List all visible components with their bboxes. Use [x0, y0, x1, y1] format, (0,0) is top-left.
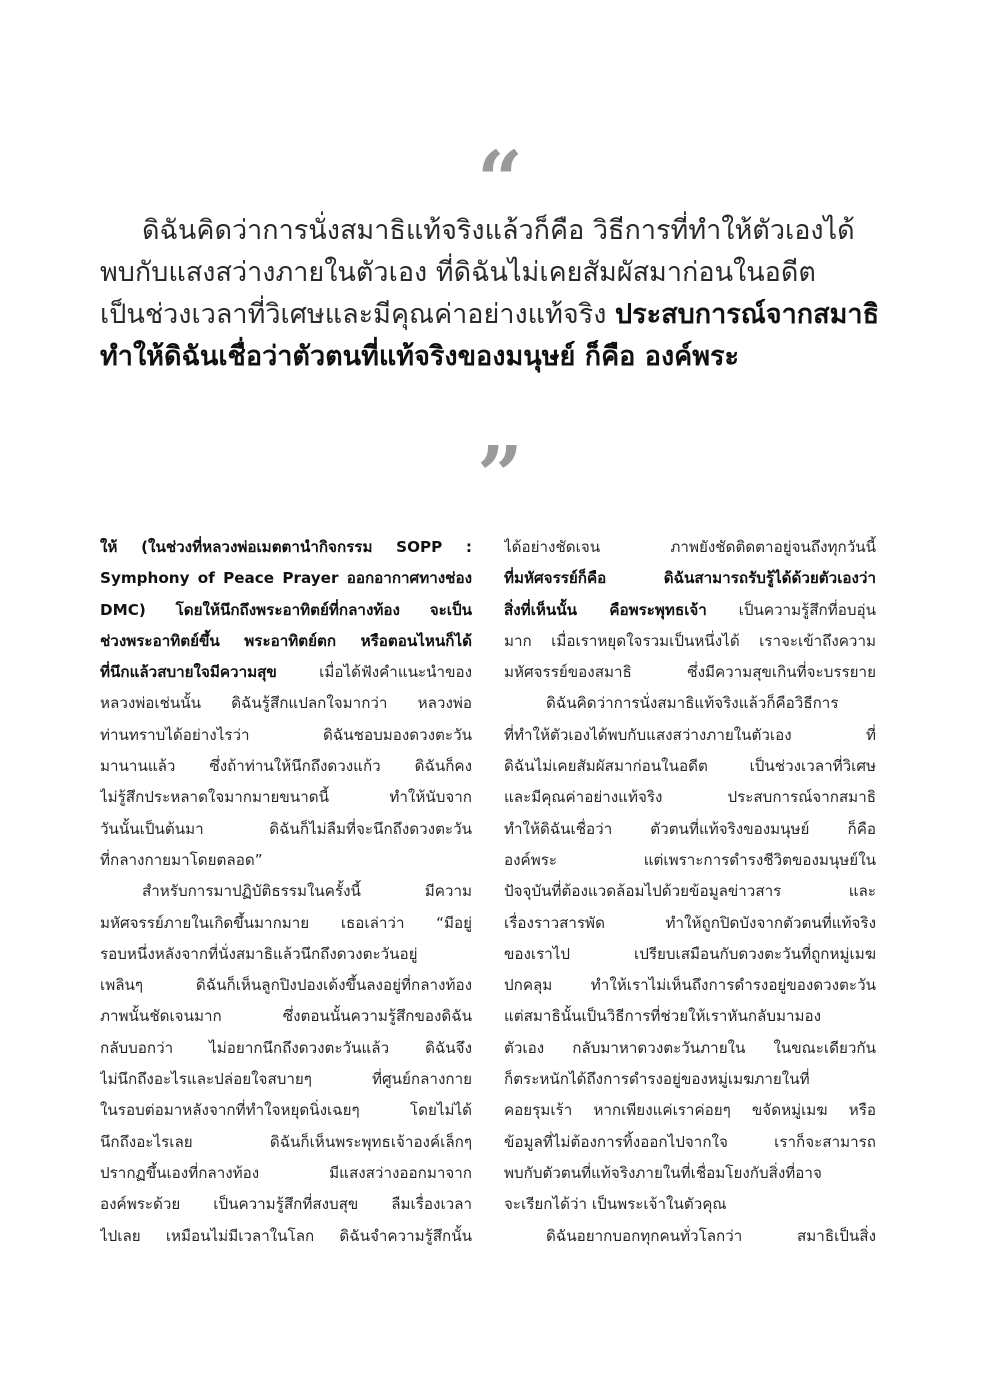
- pull-quote-line: ดิฉันคิดว่าการนั่งสมาธิแท้จริงแล้วก็คือ วิธีการที่ทำให้ตัวเองได้: [142, 215, 855, 246]
- body-line: องค์พระ แต่เพราะการดำรงชีวิตของมนุษย์ใน: [504, 850, 876, 869]
- pull-quote-text: เป็นช่วงเวลาที่วิเศษและมีคุณค่าอย่างแท้จริง: [100, 299, 607, 330]
- body-line: นึกถึงอะไรเลย ดิฉันก็เห็นพระพุทธเจ้าองค์เล็กๆ: [100, 1132, 472, 1151]
- body-line: ตัวเอง กลับมาหาดวงตะวันภายใน ในขณะเดียวกัน: [504, 1038, 876, 1057]
- body-line: มานานแล้ว ซึ่งถ้าท่านให้นึกถึงดวงแก้ว ดิฉันก็คง: [100, 757, 472, 776]
- body-line: มาก เมื่อเราหยุดใจรวมเป็นหนึ่งได้ เราจะเข้าถึงความ: [504, 631, 876, 650]
- body-line: ที่มหัศจรรย์ก็คือ ดิฉันสามารถรับรู้ได้ด้วยตัวเองว่า: [504, 569, 876, 588]
- body-line: มหัศจรรย์ของสมาธิ ซึ่งมีความสุขเกินที่จะบรรยาย: [504, 663, 876, 682]
- pull-quote-line: พบกับแสงสว่างภายในตัวเอง ที่ดิฉันไม่เคยสัมผัสมาก่อนในอดีต: [100, 257, 816, 288]
- open-quote-mark: “: [476, 133, 523, 227]
- body-line: รอบหนึ่งหลังจากที่นั่งสมาธิแล้วนึกถึงดวงตะวันอยู่: [100, 944, 418, 963]
- body-line: ท่านทราบได้อย่างไรว่า ดิฉันชอบมองดวงตะวัน: [100, 725, 472, 744]
- body-line: วันนั้นเป็นต้นมา ดิฉันก็ไม่ลืมที่จะนึกถึงดวงตะวัน: [100, 819, 472, 838]
- body-line: ปกคลุม ทำให้เราไม่เห็นถึงการดำรงอยู่ของดวงตะวัน: [504, 976, 876, 995]
- pull-quote-emphasis: ทำให้ดิฉันเชื่อว่าตัวตนที่แท้จริงของมนุษย์ ก็คือ องค์พระ: [100, 341, 740, 372]
- body-line: จะเรียกได้ว่า เป็นพระเจ้าในตัวคุณ: [504, 1195, 727, 1214]
- body-line: เรื่องราวสารพัด ทำให้ถูกปิดบังจากตัวตนที่แท้จริง: [504, 913, 876, 932]
- body-line: กลับบอกว่า ไม่อยากนึกถึงดวงตะวันแล้ว ดิฉันจึง: [100, 1038, 472, 1057]
- body-line: [100, 657, 472, 688]
- pull-quote-emphasis: ประสบการณ์จากสมาธิ: [614, 299, 880, 330]
- body-column-right: [504, 532, 876, 1252]
- body-line: ช่วงพระอาทิตย์ขึ้น พระอาทิตย์ตก หรือตอนไหนก็ได้: [100, 631, 472, 650]
- body-line: คอยรุมเร้า หากเพียงแค่เราค่อยๆ ขจัดหมู่เมฆ หรือ: [504, 1101, 876, 1120]
- body-line: เพลินๆ ดิฉันก็เห็นลูกปิงปองเด้งขึ้นลงอยู่ที่กลางท้อง: [100, 976, 472, 995]
- body-line: ที่กลางกายมาโดยตลอด”: [100, 850, 263, 869]
- body-line: DMC) โดยให้นึกถึงพระอาทิตย์ที่กลางท้อง จะเป็น: [100, 600, 472, 619]
- body-line: [504, 595, 876, 626]
- body-line: ปรากฏขึ้นเองที่กลางท้อง มีแสงสว่างออกมาจาก: [100, 1163, 472, 1182]
- body-line: ให้ (ในช่วงที่หลวงพ่อเมตตานำกิจกรรม SOPP :: [100, 538, 472, 556]
- body-line: ได้อย่างชัดเจน ภาพยังชัดติดตาอยู่จนถึงทุกวันนี้: [504, 538, 876, 556]
- body-line: ภาพนั้นชัดเจนมาก ซึ่งตอนนั้นความรู้สึกของดิฉัน: [100, 1007, 472, 1026]
- body-line: ปัจจุบันที่ต้องแวดล้อมไปด้วยข้อมูลข่าวสาร และ: [504, 882, 876, 901]
- body-line: ทำให้ดิฉันเชื่อว่า ตัวตนที่แท้จริงของมนุษย์ ก็คือ: [504, 819, 876, 838]
- body-line: องค์พระด้วย เป็นความรู้สึกที่สงบสุข ลืมเรื่องเวลา: [100, 1195, 472, 1214]
- body-line: ดิฉันไม่เคยสัมผัสมาก่อนในอดีต เป็นช่วงเวลาที่วิเศษ: [504, 757, 876, 776]
- body-emphasis: สิ่งที่เห็นนั้น คือพระพุทธเจ้า: [504, 600, 707, 619]
- body-line: พบกับตัวตนที่แท้จริงภายในที่เชื่อมโยงกับสิ่งที่อาจ: [504, 1163, 822, 1182]
- body-line: ไม่รู้สึกประหลาดใจมากมายขนาดนี้ ทำให้นับจาก: [100, 788, 472, 807]
- body-line: ดิฉันอยากบอกทุกคนทั่วโลกว่า สมาธิเป็นสิ่ง: [546, 1226, 876, 1245]
- body-text: เป็นความรู้สึกที่อบอุ่น: [706, 600, 876, 619]
- body-line: ดิฉันคิดว่าการนั่งสมาธิแท้จริงแล้วก็คือวิธีการ: [546, 694, 839, 713]
- body-line: ข้อมูลที่ไม่ต้องการทิ้งออกไปจากใจ เราก็จะสามารถ: [504, 1132, 876, 1151]
- body-emphasis: ที่นึกแล้วสบายใจมีความสุข: [100, 663, 277, 682]
- pull-quote: [100, 210, 880, 378]
- close-quote-mark: ”: [476, 428, 523, 522]
- body-line: ก็ตระหนักได้ถึงการดำรงอยู่ของหมู่เมฆภายในที่: [504, 1070, 810, 1089]
- body-column-left: [100, 532, 472, 1252]
- body-line: ที่ทำให้ตัวเองได้พบกับแสงสว่างภายในตัวเอง ที่: [504, 725, 876, 744]
- body-text: เมื่อได้ฟังคำแนะนำของ: [276, 663, 472, 682]
- body-line: มหัศจรรย์ภายในเกิดขึ้นมากมาย เธอเล่าว่า “มีอยู่: [100, 913, 472, 932]
- body-line: ของเราไป เปรียบเสมือนกับดวงตะวันที่ถูกหมู่เมฆ: [504, 944, 876, 963]
- body-line: แต่สมาธินั้นเป็นวิธีการที่ช่วยให้เราหันกลับมามอง: [504, 1007, 822, 1026]
- body-line: และมีคุณค่าอย่างแท้จริง ประสบการณ์จากสมาธิ: [504, 788, 876, 807]
- body-line: ไปเลย เหมือนไม่มีเวลาในโลก ดิฉันจำความรู้สึกนั้น: [100, 1226, 472, 1245]
- pull-quote-line: [100, 294, 880, 336]
- body-line: ในรอบต่อมาหลังจากที่ทำใจหยุดนิ่งเฉยๆ โดยไม่ได้: [100, 1101, 472, 1120]
- body-line: หลวงพ่อเช่นนั้น ดิฉันรู้สึกแปลกใจมากว่า หลวงพ่อ: [100, 694, 472, 713]
- body-line: Symphony of Peace Prayer ออกอากาศทางช่อง: [100, 569, 472, 588]
- body-line: ไม่นึกถึงอะไรและปล่อยใจสบายๆ ที่ศูนย์กลางกาย: [100, 1070, 472, 1089]
- body-line: สำหรับการมาปฏิบัติธรรมในครั้งนี้ มีความ: [142, 882, 472, 901]
